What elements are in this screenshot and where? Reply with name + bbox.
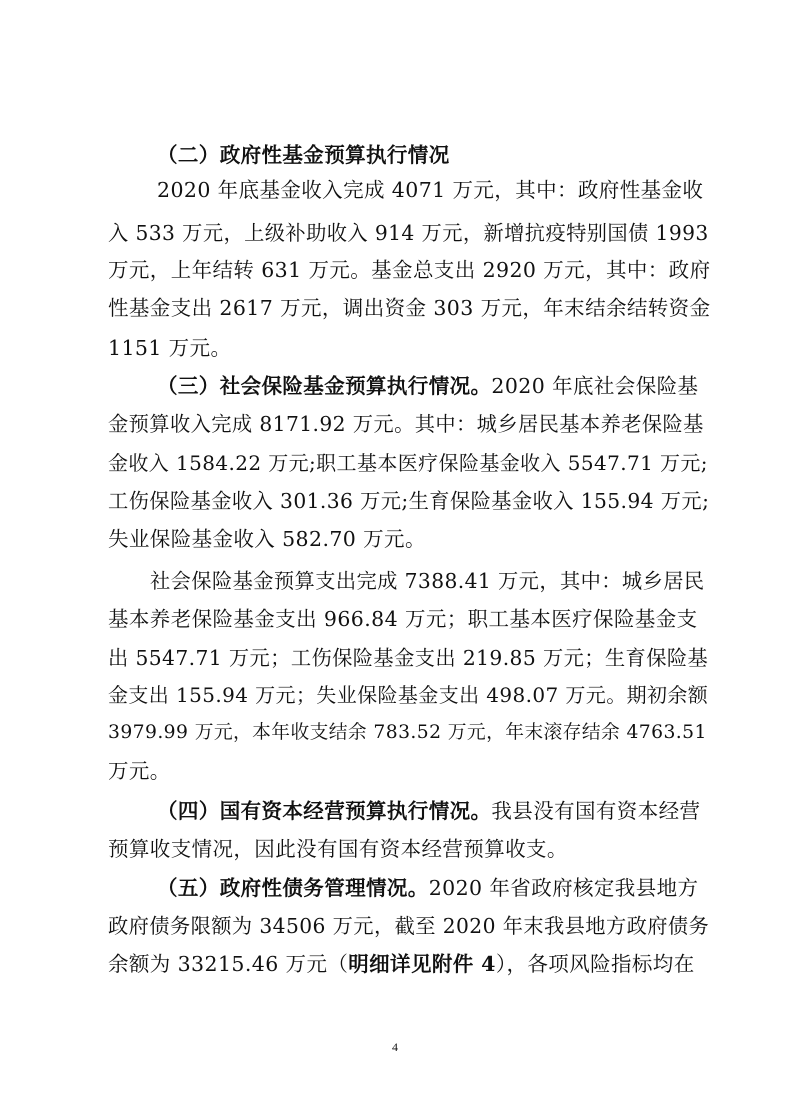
s5-line-2: 政府债务限额为 34506 万元，截至 2020 年末我县地方政府债务 xyxy=(108,914,710,938)
section-2-heading: （二）政府性基金预算执行情况 xyxy=(157,143,450,167)
section-4-heading: （四）国有资本经营预算执行情况。 xyxy=(157,799,492,823)
s3-p2-line-3: 出 5547.71 万元；工伤保险基金支出 219.85 万元；生育保险基 xyxy=(108,646,709,670)
s3-p2-line-1: 社会保险基金预算支出完成 7388.41 万元，其中：城乡居民 xyxy=(150,569,705,593)
section-5-heading: （五）政府性债务管理情况。 xyxy=(157,876,429,900)
s2-line-3: 万元，上年结转 631 万元。基金总支出 2920 万元，其中：政府 xyxy=(108,258,711,282)
s3-first-line xyxy=(157,371,698,401)
s3-p2-line-5: 3979.99 万元，本年收支结余 783.52 万元，年末滚存结余 4763.51 xyxy=(108,722,707,743)
s2-line-2: 入 533 万元，上级补助收入 914 万元，新增抗疫特别国债 1993 xyxy=(108,221,709,245)
s5-line-3 xyxy=(108,949,695,979)
s2-line-1: 2020 年底基金收入完成 4071 万元，其中：政府性基金收 xyxy=(157,178,704,202)
section-3-heading: （三）社会保险基金预算执行情况。 xyxy=(157,374,492,398)
s5-first-rest: 2020 年省政府核定我县地方 xyxy=(428,876,699,900)
s2-line-4: 性基金支出 2617 万元，调出资金 303 万元，年末结余结转资金 xyxy=(108,296,711,320)
s4-first-line xyxy=(157,796,700,826)
s3-p2-line-2: 基本养老保险基金支出 966.84 万元；职工基本医疗保险基金支 xyxy=(108,607,698,631)
s5-first-line xyxy=(157,873,698,903)
s3-line-2: 金预算收入完成 8171.92 万元。其中：城乡居民基本养老保险基 xyxy=(108,412,704,436)
attachment-reference: 明细详见附件 4 xyxy=(348,952,496,976)
s5-line-3-post: ），各项风险指标均在 xyxy=(495,952,695,976)
s4-first-rest: 我县没有国有资本经营 xyxy=(491,799,701,823)
s5-line-3-pre: 余额为 33215.46 万元（ xyxy=(108,952,349,976)
s2-line-5: 1151 万元。 xyxy=(108,336,232,360)
s3-p2-line-4: 金支出 155.94 万元；失业保险基金支出 498.07 万元。期初余额 xyxy=(108,683,709,707)
s3-line-5: 失业保险基金收入 582.70 万元。 xyxy=(108,527,426,551)
s3-line-3: 金收入 1584.22 万元;职工基本医疗保险基金收入 5547.71 万元; xyxy=(108,451,708,475)
s3-p2-line-6: 万元。 xyxy=(108,759,171,783)
s3-first-rest: 2020 年底社会保险基 xyxy=(491,374,699,398)
s3-line-4: 工伤保险基金收入 301.36 万元;生育保险基金收入 155.94 万元; xyxy=(108,489,710,513)
s4-line-2: 预算收支情况，因此没有国有资本经营预算收支。 xyxy=(108,837,568,861)
page-number: 4 xyxy=(392,1040,398,1054)
